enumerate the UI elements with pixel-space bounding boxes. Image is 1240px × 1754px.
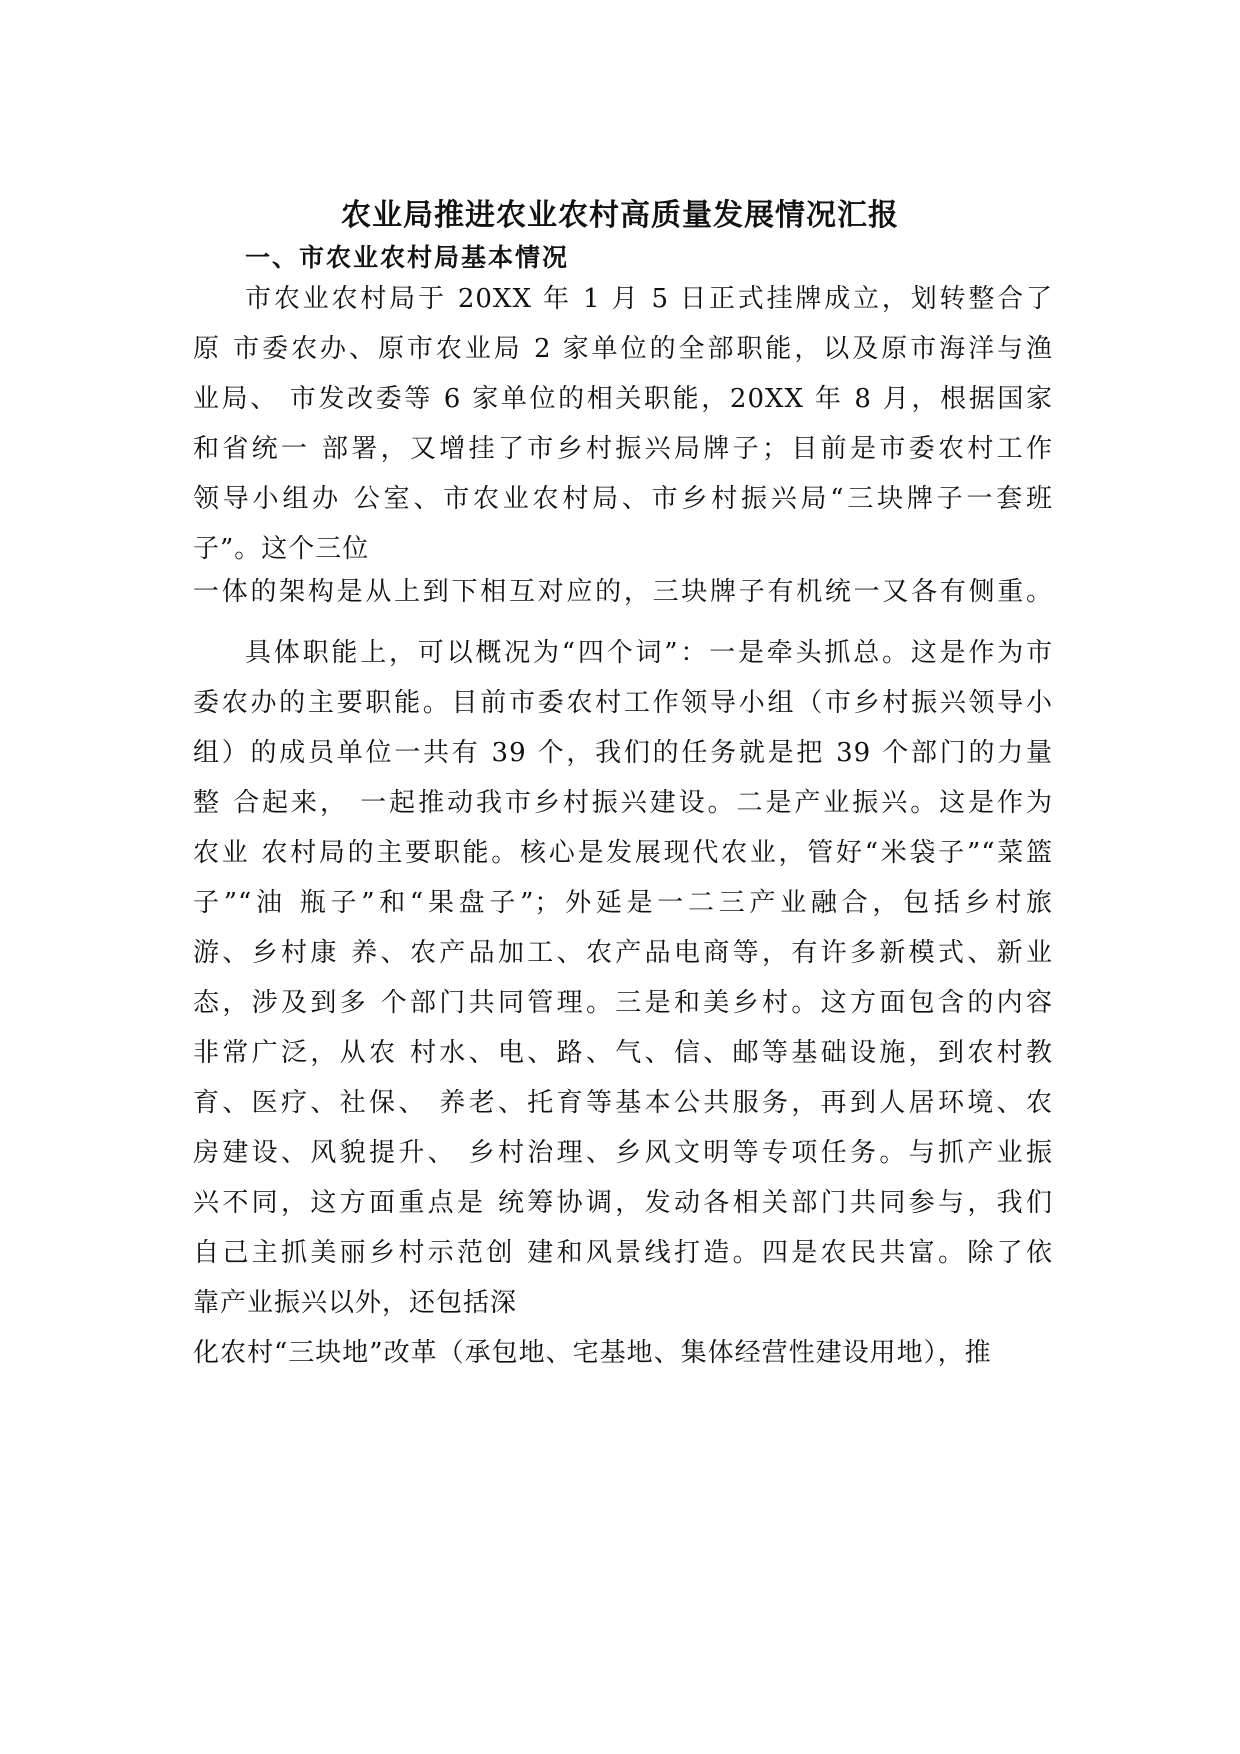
body-line: 业局、 市发改委等 6 家单位的相关职能，20XX 年 8 月，根据国家	[193, 384, 1053, 414]
body-line: 原 市委农办、原市农业局 2 家单位的全部职能，以及原市海洋与渔	[193, 334, 1053, 364]
document-title: 农业局推进农业农村高质量发展情况汇报	[341, 198, 899, 233]
body-line: 游、乡村康 养、农产品加工、农产品电商等，有许多新模式、新业	[193, 938, 1053, 968]
section-heading: 一、市农业农村局基本情况	[245, 243, 570, 272]
body-line: 房建设、风貌提升、 乡村治理、乡风文明等专项任务。与抓产业振	[193, 1138, 1053, 1168]
body-line: 领导小组办 公室、市农业农村局、市乡村振兴局“三块牌子一套班	[193, 484, 1053, 514]
body-line: 靠产业振兴以外，还包括深	[193, 1288, 518, 1318]
body-line: 具体职能上，可以概况为“四个词”：一是牵头抓总。这是作为市	[245, 638, 1053, 668]
body-line: 组）的成员单位一共有 39 个，我们的任务就是把 39 个部门的力量	[193, 738, 1053, 768]
body-line: 和省统一 部署，又增挂了市乡村振兴局牌子；目前是市委农村工作	[193, 434, 1053, 464]
body-line: 子”“油 瓶子”和“果盘子”；外延是一二三产业融合，包括乡村旅	[193, 888, 1053, 918]
body-line: 委农办的主要职能。目前市委农村工作领导小组（市乡村振兴领导小	[193, 688, 1053, 718]
body-line: 自己主抓美丽乡村示范创 建和风景线打造。四是农民共富。除了依	[193, 1238, 1053, 1268]
body-line: 市农业农村局于 20XX 年 1 月 5 日正式挂牌成立，划转整合了	[245, 284, 1053, 314]
body-line: 整 合起来， 一起推动我市乡村振兴建设。二是产业振兴。这是作为	[193, 788, 1053, 818]
body-line: 农业 农村局的主要职能。核心是发展现代农业，管好“米袋子”“菜篮	[193, 838, 1053, 868]
body-line: 态，涉及到多 个部门共同管理。三是和美乡村。这方面包含的内容	[193, 988, 1053, 1018]
body-line: 化农村“三块地”改革（承包地、宅基地、集体经营性建设用地），推	[193, 1338, 992, 1368]
body-line: 一体的架构是从上到下相互对应的，三块牌子有机统一又各有侧重。	[193, 577, 1053, 607]
body-line: 育、医疗、社保、 养老、托育等基本公共服务，再到人居环境、农	[193, 1088, 1053, 1118]
body-line: 兴不同，这方面重点是 统筹协调，发动各相关部门共同参与，我们	[193, 1188, 1053, 1218]
body-line: 非常广泛，从农 村水、电、路、气、信、邮等基础设施，到农村教	[193, 1038, 1053, 1068]
body-line: 子”。这个三位	[193, 534, 370, 564]
